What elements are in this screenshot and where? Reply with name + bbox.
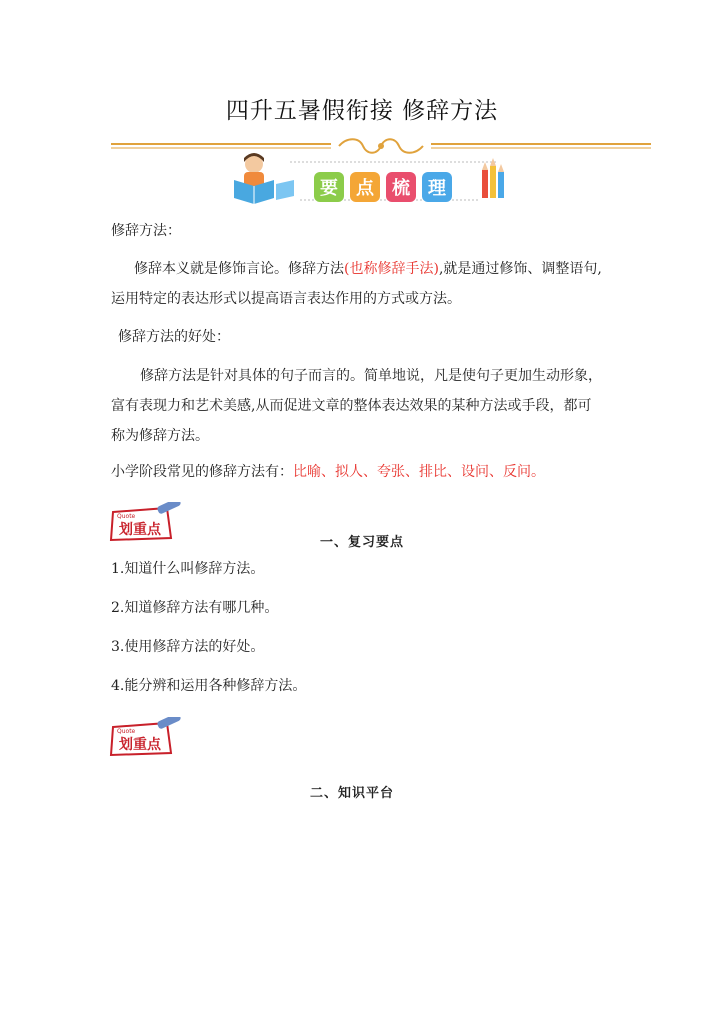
common-methods-prefix: 小学阶段常见的修辞方法有： <box>111 464 293 480</box>
definition-text: 修辞本义就是修饰言论。修辞方法 <box>134 261 344 277</box>
banner-char: 点 <box>350 172 380 202</box>
stamp-text: 划重点 <box>119 522 161 538</box>
definition-note: (也称修辞手法) <box>344 261 439 277</box>
highlight-stamp-icon <box>107 502 185 544</box>
definition-line-2: 运用特定的表达形式以提高语言表达作用的方式或方法。 <box>111 291 461 307</box>
stamp-quote: Quote <box>117 728 136 735</box>
review-item-2: 2.知道修辞方法有哪几种。 <box>111 600 279 616</box>
key-points-banner <box>230 150 510 208</box>
review-item-4: 4.能分辨和运用各种修辞方法。 <box>111 678 307 694</box>
banner-char: 梳 <box>386 172 416 202</box>
common-methods-list: 比喻、拟人、夸张、排比、设问、反问。 <box>293 464 545 480</box>
definition-line-1 <box>134 260 602 278</box>
review-item-3: 3.使用修辞方法的好处。 <box>111 639 265 655</box>
definition-text-cont: ,就是通过修饰、调整语句, <box>438 261 602 277</box>
reading-child-icon <box>234 153 294 204</box>
stamp-text: 划重点 <box>119 737 161 753</box>
rhetoric-heading: 修辞方法： <box>111 223 181 239</box>
benefit-line-3: 称为修辞方法。 <box>111 428 209 444</box>
section-1-heading: 一、复习要点 <box>320 535 405 550</box>
banner-char: 要 <box>314 172 344 202</box>
stamp-quote: Quote <box>117 513 136 520</box>
banner-char: 理 <box>422 172 452 202</box>
benefit-line-2: 富有表现力和艺术美感,从而促进文章的整体表达效果的某种方法或手段，都可 <box>111 398 592 414</box>
pencils-icon <box>482 158 504 198</box>
review-item-1: 1.知道什么叫修辞方法。 <box>111 561 265 577</box>
common-methods-line <box>111 463 545 481</box>
benefit-line-1: 修辞方法是针对具体的句子而言的。简单地说，凡是使句子更加生动形象， <box>140 368 602 384</box>
highlight-stamp-icon <box>107 717 185 759</box>
section-2-heading: 二、知识平台 <box>310 786 395 801</box>
page-title: 四升五暑假衔接 修辞方法 <box>225 98 499 124</box>
benefit-heading: 修辞方法的好处： <box>118 329 230 345</box>
